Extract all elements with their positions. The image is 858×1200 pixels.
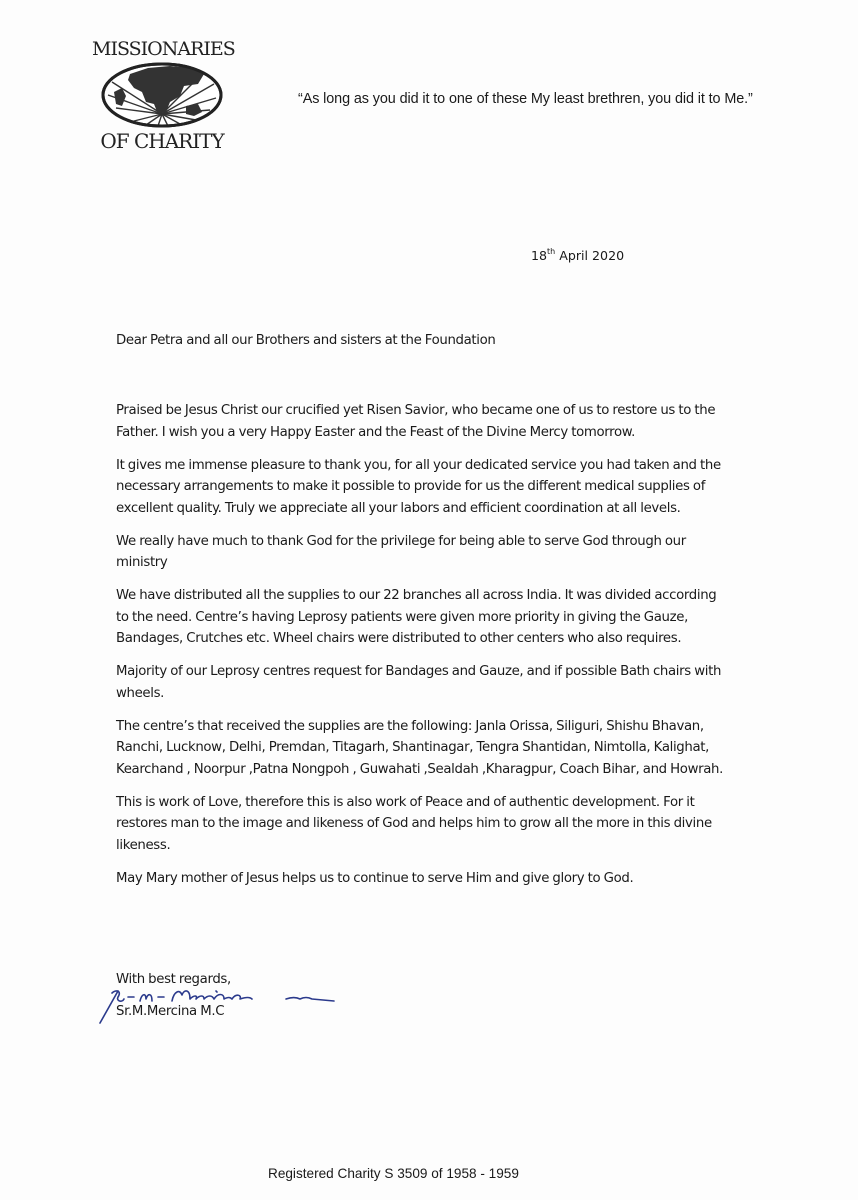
paragraph-privilege: We really have much to thank God for the privilege for being able to serve God through our ministry [116,533,686,570]
letterhead-logo [92,38,235,153]
salutation: Dear Petra and all our Brothers and sisters at the Foundation [116,333,496,348]
letter-date [531,248,624,263]
date-day: 18 [531,248,548,263]
closing: With best regards, [116,972,231,987]
footer-registration: Registered Charity S 3509 of 1958 - 1959 [268,1166,519,1181]
globe-with-rays-icon [100,62,224,128]
logo-text-bottom: OF CHARITY [100,129,224,153]
date-month-year: April 2020 [555,248,625,263]
letterhead-motto: “As long as you did it to one of these My least brethren, you did it to Me.” [298,91,753,107]
paragraph-thanks: It gives me immense pleasure to thank you, for all your dedicated service you had taken and the necessary arrangements to make it possible to provide for us the different medical supplies of excellent quality. Truly we appreciate all your labors and efficient coordination at all levels. [116,457,721,516]
paragraph-blessing: May Mary mother of Jesus helps us to continue to serve Him and give glory to God. [116,870,634,886]
paragraph-requests: Majority of our Leprosy centres request for Bandages and Gauze, and if possible Bath chairs with wheels. [116,664,722,701]
date-ordinal: th [547,247,556,256]
letter-body [116,400,728,901]
logo-text-top: MISSIONARIES [92,38,235,60]
paragraph-centres-list: The centre’s that received the supplies are the following: Janla Orissa, Siliguri, Shishu Bhavan, Ranchi, Lucknow, Delhi, Premdan, Titagarh, Shantinagar, Tengra Shantidan, Nimtolla, Kalighat, Kearchand , Noorpur ,Patna Nongpoh , Guwahati ,Sealdah ,Kharagpur, Coach Bihar, and Howrah. [116,718,723,777]
paragraph-easter-greeting: Praised be Jesus Christ our crucified yet Risen Savior, who became one of us to restore us to the Father. I wish you a very Happy Easter and the Feast of the Divine Mercy tomorrow. [116,403,716,440]
paragraph-work-of-love: This is work of Love, therefore this is also work of Peace and of authentic development. For it restores man to the image and likeness of God and helps him to grow all the more in this divine likeness. [116,794,712,853]
paragraph-distribution: We have distributed all the supplies to our 22 branches all across India. It was divided according to the need. Centre’s having Leprosy patients were given more priority in giving the Gauze, Bandages, Crutches etc. Wheel chairs were distributed to other centers who also requires. [116,588,717,646]
signer-name: Sr.M.Mercina M.C [116,1004,225,1019]
